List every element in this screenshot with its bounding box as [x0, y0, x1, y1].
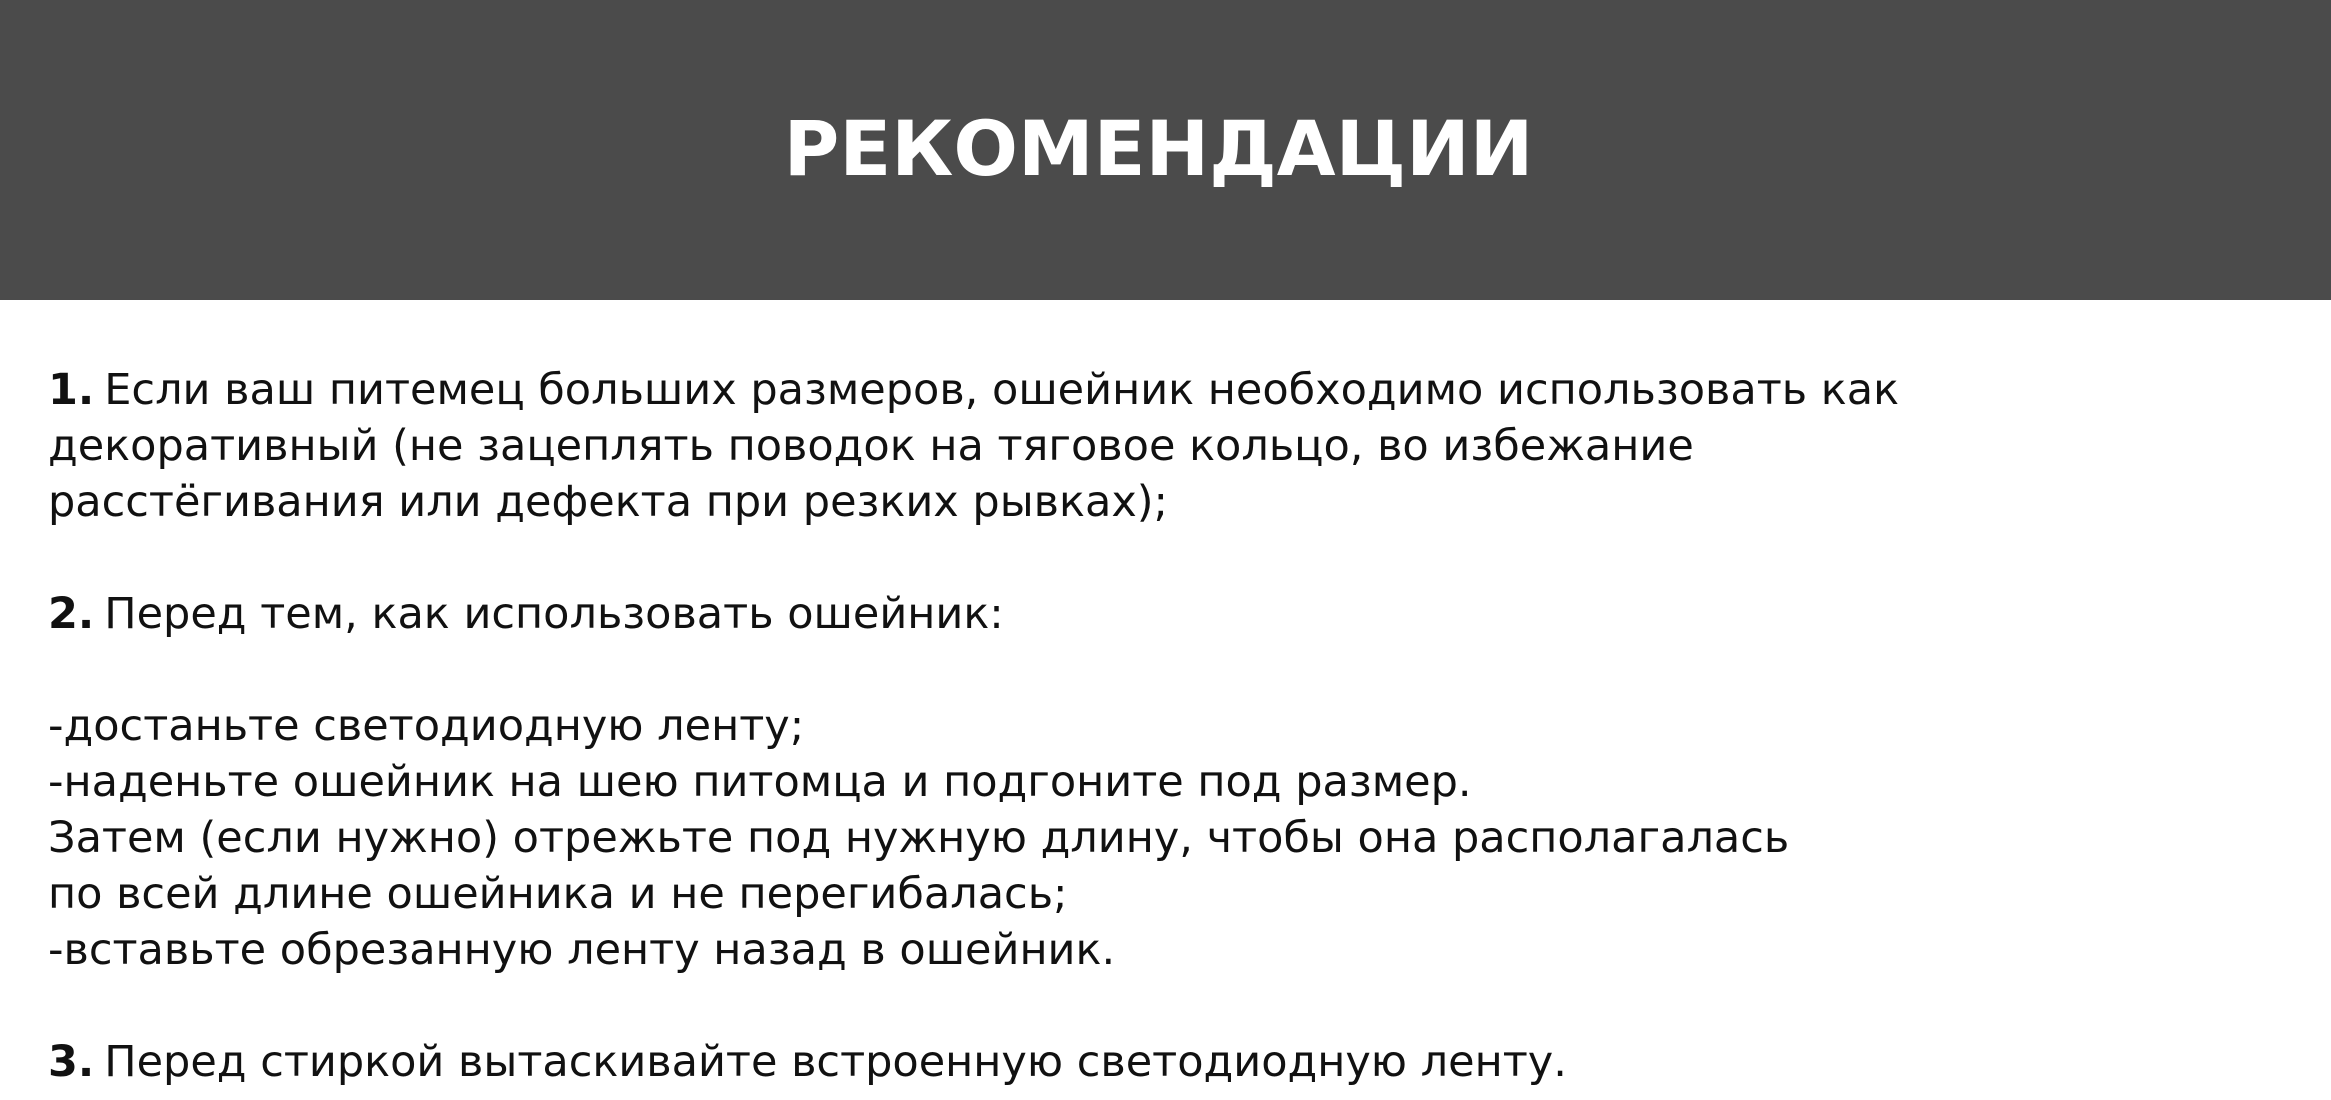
item-text-line: Перед стиркой вытаскивайте встроенную светодиодную ленту. — [104, 1037, 1567, 1087]
item-text-line: Если ваш питемец больших размеров, ошейник необходимо использовать как — [104, 365, 1900, 415]
recommendation-item-3 — [48, 1034, 2248, 1090]
step-line: -вставьте обрезанную ленту назад в ошейник. — [48, 925, 1116, 975]
recommendation-item-1 — [48, 362, 2248, 530]
header-banner — [0, 0, 2331, 300]
item-number: 3. — [48, 1037, 95, 1087]
recommendations-body — [48, 362, 2248, 1090]
spacer — [48, 642, 2248, 698]
item-text-line: расстёгивания или дефекта при резких рывках); — [48, 477, 1169, 527]
recommendation-item-2 — [48, 586, 2248, 978]
step-line: по всей длине ошейника и не перегибалась; — [48, 869, 1068, 919]
item-text-line: Перед тем, как использовать ошейник: — [104, 589, 1004, 639]
step-line: -наденьте ошейник на шею питомца и подгоните под размер. — [48, 757, 1472, 807]
page-title: РЕКОМЕНДАЦИИ — [783, 103, 1534, 193]
item-number: 2. — [48, 589, 95, 639]
step-line: -достаньте светодиодную ленту; — [48, 701, 805, 751]
item-text-line: декоративный (не зацеплять поводок на тяговое кольцо, во избежание — [48, 421, 1694, 471]
spacer — [48, 978, 2248, 1034]
step-line: Затем (если нужно) отрежьте под нужную длину, чтобы она располагалась — [48, 813, 1790, 863]
item-number: 1. — [48, 365, 95, 415]
spacer — [48, 530, 2248, 586]
